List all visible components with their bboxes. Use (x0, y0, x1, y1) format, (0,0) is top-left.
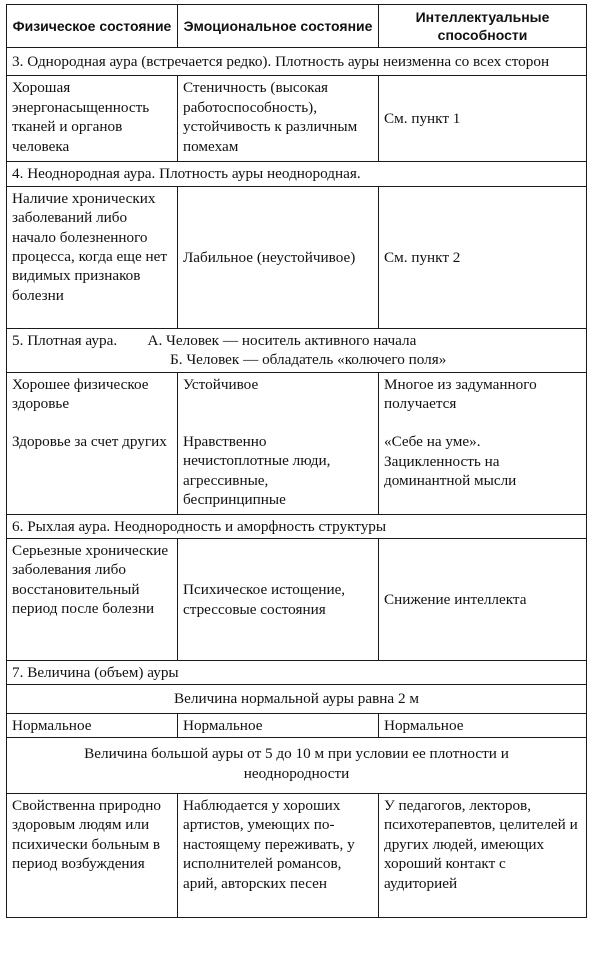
cell-emotional (178, 372, 379, 514)
emotional-b: Нравственно нечистоплотные люди, агрессивные, беспринципные (183, 433, 331, 509)
cell-intellectual (379, 372, 587, 514)
cell-intellectual: См. пункт 2 (379, 186, 587, 328)
section-row-5 (7, 328, 587, 372)
section-6-title: 6. Рыхлая аура. Неоднородность и аморфность структуры (7, 514, 587, 538)
normal-size-row (7, 685, 587, 713)
header-emotional: Эмоциональное состояние (178, 5, 379, 48)
section-5-line-a: 5. Плотная аура. А. Человек — носитель активного начала (12, 331, 417, 349)
cell-physical: Нормальное (7, 713, 178, 737)
cell-emotional: Стеничность (высокая работоспособность), устойчивость к различным помехам (178, 76, 379, 162)
cell-physical: Серьезные хронические заболевания либо восстановительный период после болезни (7, 539, 178, 661)
section-row-4 (7, 162, 587, 186)
cell-physical: Хорошая энергонасыщенность тканей и органов человека (7, 76, 178, 162)
section-5-line-b: Б. Человек — обладатель «колючего поля» (170, 351, 447, 369)
section-5-title (7, 328, 587, 372)
intellectual-b: «Себе на уме». Зацикленность на доминантной мысли (384, 433, 517, 490)
header-row (7, 5, 587, 48)
table-row (7, 794, 587, 918)
section-row-3 (7, 48, 587, 76)
cell-physical: Наличие хронических заболеваний либо начало болезненного процесса, когда еще нет видимых признаков болезни (7, 186, 178, 328)
cell-emotional: Нормальное (178, 713, 379, 737)
table-row (7, 372, 587, 514)
section-4-title: 4. Неоднородная аура. Плотность ауры неоднородная. (7, 162, 587, 186)
cell-physical (7, 372, 178, 514)
large-size-row (7, 738, 587, 794)
section-7-title: 7. Величина (объем) ауры (7, 661, 587, 685)
intellectual-a: Многое из задуманного получается (384, 375, 537, 413)
table-row (7, 186, 587, 328)
table-row (7, 76, 587, 162)
aura-table (6, 4, 587, 918)
table-row (7, 539, 587, 661)
header-intellectual: Интеллектуальные способности (379, 5, 587, 48)
section-row-6 (7, 514, 587, 538)
physical-a: Хорошее физическое здоровье (12, 375, 149, 413)
emotional-a: Устойчивое (183, 375, 259, 393)
large-size-note: Величина большой ауры от 5 до 10 м при условии ее плотности и неоднородности (7, 738, 587, 794)
cell-intellectual: Снижение интеллекта (379, 539, 587, 661)
section-3-title: 3. Однородная аура (встречается редко). Плотность ауры неизменна со всех сторон (7, 48, 587, 76)
normal-size-note: Величина нормальной ауры равна 2 м (7, 685, 587, 713)
cell-intellectual: У педагогов, лекторов, психотерапевтов, целителей и других людей, имеющих хороший контакт с аудиторией (379, 794, 587, 918)
physical-b: Здоровье за счет других (12, 433, 167, 451)
cell-physical: Свойственна природно здоровым людям или психически больным в период возбуждения (7, 794, 178, 918)
section-row-7 (7, 661, 587, 685)
cell-emotional: Наблюдается у хороших артистов, умеющих по-настоящему переживать, у исполнителей романсов, арий, авторских песен (178, 794, 379, 918)
cell-emotional: Психическое истощение, стрессовые состояния (178, 539, 379, 661)
header-physical: Физическое состояние (7, 5, 178, 48)
cell-emotional: Лабильное (неустойчивое) (178, 186, 379, 328)
cell-intellectual: См. пункт 1 (379, 76, 587, 162)
table-row (7, 713, 587, 737)
cell-intellectual: Нормальное (379, 713, 587, 737)
